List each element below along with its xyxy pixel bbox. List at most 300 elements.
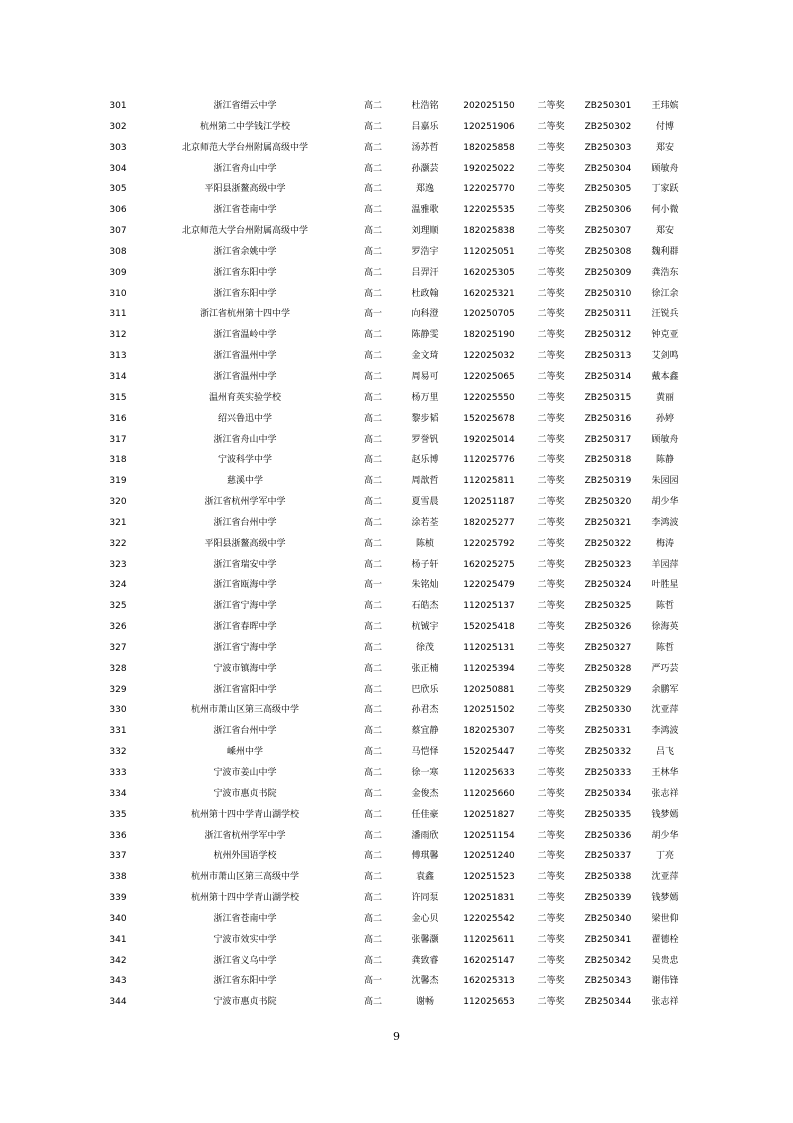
table-row xyxy=(0,179,793,200)
school-name: 慈溪中学 xyxy=(226,476,263,487)
teacher-name: 何小微 xyxy=(651,205,679,216)
teacher-name: 付博 xyxy=(655,121,674,132)
row-number: 309 xyxy=(109,267,127,278)
school-name: 温州育英实验学校 xyxy=(208,392,281,403)
student-name: 杜浩铭 xyxy=(411,101,439,111)
certificate-number: ZB250325 xyxy=(584,601,632,612)
student-name: 徐一寒 xyxy=(411,768,439,778)
student-id: 192025022 xyxy=(463,163,515,174)
grade: 高二 xyxy=(363,517,382,528)
table-row xyxy=(0,971,793,992)
school-name: 浙江省台州中学 xyxy=(213,726,277,737)
student-name: 石皓杰 xyxy=(411,601,439,612)
certificate-number: ZB250308 xyxy=(584,246,632,257)
school-name: 浙江省东阳中学 xyxy=(213,976,277,987)
teacher-name: 梅涛 xyxy=(655,538,674,549)
student-name: 任佳豪 xyxy=(411,809,439,820)
row-number: 322 xyxy=(109,538,127,549)
certificate-number: ZB250341 xyxy=(584,934,632,945)
certificate-number: ZB250307 xyxy=(584,226,632,237)
teacher-name: 沈亚萍 xyxy=(651,872,679,883)
school-name: 杭州第二中学钱江学校 xyxy=(199,121,290,132)
school-name: 绍兴鲁迅中学 xyxy=(217,413,272,424)
teacher-name: 丁亮 xyxy=(655,851,674,862)
award-level: 二等奖 xyxy=(537,205,565,216)
table-row xyxy=(0,346,793,367)
school-name: 杭州外国语学校 xyxy=(213,851,277,862)
certificate-number: ZB250331 xyxy=(584,726,632,737)
row-number: 320 xyxy=(109,497,127,508)
award-level: 二等奖 xyxy=(537,851,565,862)
row-number: 324 xyxy=(109,580,127,591)
teacher-name: 郑安 xyxy=(655,226,674,237)
row-number: 302 xyxy=(109,121,127,132)
row-number: 312 xyxy=(109,330,127,341)
student-name: 蔡宜静 xyxy=(411,726,439,737)
student-id: 162025147 xyxy=(463,955,515,966)
award-level: 二等奖 xyxy=(537,142,565,153)
student-name: 孙君杰 xyxy=(411,705,439,716)
certificate-number: ZB250327 xyxy=(584,642,632,653)
row-number: 319 xyxy=(109,476,127,487)
award-level: 二等奖 xyxy=(537,163,565,174)
student-name: 夏雪晨 xyxy=(411,497,439,508)
student-id: 112025611 xyxy=(463,934,515,945)
student-id: 182025190 xyxy=(463,330,515,341)
grade: 高二 xyxy=(363,330,382,341)
table-row xyxy=(0,409,793,430)
teacher-name: 翟德栓 xyxy=(651,934,679,945)
certificate-number: ZB250315 xyxy=(584,392,632,403)
school-name: 浙江省春晖中学 xyxy=(213,622,277,633)
student-id: 120250705 xyxy=(463,309,515,320)
row-number: 337 xyxy=(109,851,127,862)
row-number: 321 xyxy=(109,517,127,528)
grade: 高二 xyxy=(363,622,382,633)
row-number: 336 xyxy=(109,830,127,841)
student-name: 金俊杰 xyxy=(411,788,439,799)
row-number: 323 xyxy=(109,559,127,570)
grade: 高二 xyxy=(363,476,382,487)
grade: 高二 xyxy=(363,913,382,924)
row-number: 301 xyxy=(109,101,127,111)
grade: 高二 xyxy=(363,601,382,612)
teacher-name: 吴贵忠 xyxy=(651,955,679,966)
award-level: 二等奖 xyxy=(537,476,565,487)
student-name: 汤苏哲 xyxy=(411,142,439,153)
table-row xyxy=(0,242,793,263)
row-number: 327 xyxy=(109,642,127,653)
grade: 高二 xyxy=(363,267,382,278)
grade: 高二 xyxy=(363,288,382,299)
award-level: 二等奖 xyxy=(537,934,565,945)
student-name: 潘雨欣 xyxy=(411,830,439,841)
student-id: 120251240 xyxy=(463,851,515,862)
student-name: 刘理顺 xyxy=(411,226,439,237)
table-row xyxy=(0,888,793,909)
row-number: 329 xyxy=(109,684,127,695)
student-id: 182025838 xyxy=(463,226,515,237)
teacher-name: 顾敏舟 xyxy=(651,163,679,174)
student-id: 122025770 xyxy=(463,184,515,195)
certificate-number: ZB250344 xyxy=(584,997,632,1008)
table-row xyxy=(0,867,793,888)
certificate-number: ZB250305 xyxy=(584,184,632,195)
teacher-name: 李鸿波 xyxy=(651,726,679,737)
row-number: 344 xyxy=(109,997,127,1008)
table-row xyxy=(0,367,793,388)
teacher-name: 徐江余 xyxy=(651,288,679,299)
student-name: 傅琪馨 xyxy=(411,851,439,862)
row-number: 338 xyxy=(109,872,127,883)
school-name: 杭州第十四中学青山湖学校 xyxy=(190,893,299,904)
grade: 高二 xyxy=(363,559,382,570)
student-id: 122025032 xyxy=(463,351,515,362)
grade: 高二 xyxy=(363,101,382,111)
award-level: 二等奖 xyxy=(537,330,565,341)
certificate-number: ZB250340 xyxy=(584,913,632,924)
grade: 高二 xyxy=(363,705,382,716)
grade: 高二 xyxy=(363,226,382,237)
certificate-number: ZB250312 xyxy=(584,330,632,341)
grade: 高二 xyxy=(363,163,382,174)
school-name: 浙江省温岭中学 xyxy=(213,330,277,341)
student-id: 120251906 xyxy=(463,121,515,132)
teacher-name: 吕飞 xyxy=(655,747,674,758)
school-name: 浙江省缙云中学 xyxy=(213,101,277,111)
teacher-name: 黄丽 xyxy=(655,392,674,403)
table-row xyxy=(0,534,793,555)
certificate-number: ZB250311 xyxy=(584,309,632,320)
student-name: 徐茂 xyxy=(415,642,434,653)
row-number: 342 xyxy=(109,955,127,966)
grade: 高一 xyxy=(363,309,382,320)
grade: 高二 xyxy=(363,184,382,195)
student-id: 112025137 xyxy=(463,601,515,612)
school-name: 宁波市镇海中学 xyxy=(213,663,277,674)
certificate-number: ZB250321 xyxy=(584,517,632,528)
student-id: 112025394 xyxy=(463,663,515,674)
award-level: 二等奖 xyxy=(537,622,565,633)
table-row xyxy=(0,430,793,451)
row-number: 308 xyxy=(109,246,127,257)
grade: 高二 xyxy=(363,642,382,653)
student-name: 杨万里 xyxy=(411,392,439,403)
student-id: 120251502 xyxy=(463,705,515,716)
award-level: 二等奖 xyxy=(537,101,565,111)
table-row xyxy=(0,575,793,596)
student-name: 黎步韬 xyxy=(411,413,439,424)
grade: 高二 xyxy=(363,392,382,403)
award-level: 二等奖 xyxy=(537,246,565,257)
student-name: 周歆哲 xyxy=(411,476,439,487)
student-name: 杨子轩 xyxy=(411,559,439,570)
table-row xyxy=(0,742,793,763)
table-row xyxy=(0,617,793,638)
table-row xyxy=(0,263,793,284)
school-name: 浙江省舟山中学 xyxy=(213,163,277,174)
certificate-number: ZB250310 xyxy=(584,288,632,299)
school-name: 平阳县浙鳌高级中学 xyxy=(204,184,286,195)
school-name: 杭州市萧山区第三高级中学 xyxy=(190,872,299,883)
school-name: 浙江省温州中学 xyxy=(213,351,277,362)
grade: 高二 xyxy=(363,851,382,862)
school-name: 浙江省温州中学 xyxy=(213,371,277,382)
student-name: 孙灏芸 xyxy=(411,163,439,174)
teacher-name: 陈静 xyxy=(655,455,674,466)
teacher-name: 谢伟锋 xyxy=(651,976,679,987)
student-id: 120251523 xyxy=(463,872,515,883)
award-level: 二等奖 xyxy=(537,872,565,883)
school-name: 浙江省瑞安中学 xyxy=(213,559,277,570)
award-level: 二等奖 xyxy=(537,267,565,278)
grade: 高二 xyxy=(363,934,382,945)
student-id: 112025051 xyxy=(463,246,515,257)
student-id: 162025321 xyxy=(463,288,515,299)
award-level: 二等奖 xyxy=(537,747,565,758)
student-id: 202025150 xyxy=(463,101,515,111)
student-name: 吕嘉乐 xyxy=(411,121,439,132)
award-level: 二等奖 xyxy=(537,809,565,820)
student-name: 金文琦 xyxy=(411,351,439,362)
award-level: 二等奖 xyxy=(537,226,565,237)
student-name: 郑逸 xyxy=(415,184,434,195)
row-number: 313 xyxy=(109,351,127,362)
student-id: 182025307 xyxy=(463,726,515,737)
table-row xyxy=(0,304,793,325)
award-level: 二等奖 xyxy=(537,538,565,549)
student-id: 122025065 xyxy=(463,371,515,382)
award-level: 二等奖 xyxy=(537,997,565,1008)
row-number: 326 xyxy=(109,622,127,633)
student-id: 120251187 xyxy=(463,497,515,508)
table-row xyxy=(0,680,793,701)
student-name: 陈静雯 xyxy=(411,330,439,341)
row-number: 316 xyxy=(109,413,127,424)
row-number: 332 xyxy=(109,747,127,758)
award-level: 二等奖 xyxy=(537,663,565,674)
student-id: 162025275 xyxy=(463,559,515,570)
award-level: 二等奖 xyxy=(537,705,565,716)
student-id: 112025776 xyxy=(463,455,515,466)
student-name: 沈馨杰 xyxy=(411,976,439,987)
teacher-name: 孙婷 xyxy=(655,413,674,424)
award-level: 二等奖 xyxy=(537,517,565,528)
certificate-number: ZB250334 xyxy=(584,788,632,799)
certificate-number: ZB250318 xyxy=(584,455,632,466)
table-row xyxy=(0,596,793,617)
row-number: 328 xyxy=(109,663,127,674)
school-name: 平阳县浙鳌高级中学 xyxy=(204,538,286,549)
student-id: 162025305 xyxy=(463,267,515,278)
student-name: 朱铭灿 xyxy=(411,580,439,591)
student-name: 罗浩宇 xyxy=(411,246,439,257)
teacher-name: 丁家跃 xyxy=(651,184,679,195)
award-level: 二等奖 xyxy=(537,559,565,570)
student-name: 周易可 xyxy=(411,371,439,382)
grade: 高二 xyxy=(363,455,382,466)
table-row xyxy=(0,325,793,346)
grade: 高二 xyxy=(363,246,382,257)
teacher-name: 王玮嫔 xyxy=(651,101,679,111)
school-name: 浙江省宁海中学 xyxy=(213,642,277,653)
teacher-name: 余鹏军 xyxy=(651,684,679,695)
certificate-number: ZB250301 xyxy=(584,101,632,111)
row-number: 330 xyxy=(109,705,127,716)
school-name: 杭州第十四中学青山湖学校 xyxy=(190,809,299,820)
row-number: 317 xyxy=(109,434,127,445)
school-name: 杭州市萧山区第三高级中学 xyxy=(190,705,299,716)
row-number: 314 xyxy=(109,371,127,382)
teacher-name: 严巧芸 xyxy=(651,663,679,674)
table-row xyxy=(0,200,793,221)
student-id: 112025633 xyxy=(463,768,515,778)
school-name: 宁波市效实中学 xyxy=(213,934,277,945)
certificate-number: ZB250317 xyxy=(584,434,632,445)
teacher-name: 艾剑鸣 xyxy=(651,351,679,362)
row-number: 335 xyxy=(109,809,127,820)
teacher-name: 胡少华 xyxy=(651,497,679,508)
certificate-number: ZB250337 xyxy=(584,851,632,862)
student-id: 152025678 xyxy=(463,413,515,424)
student-name: 赵乐博 xyxy=(411,455,439,466)
award-level: 二等奖 xyxy=(537,413,565,424)
school-name: 浙江省舟山中学 xyxy=(213,434,277,445)
row-number: 339 xyxy=(109,893,127,904)
student-name: 向科澄 xyxy=(411,309,439,320)
student-id: 112025131 xyxy=(463,642,515,653)
teacher-name: 王林华 xyxy=(651,768,679,778)
certificate-number: ZB250302 xyxy=(584,121,632,132)
school-name: 浙江省义乌中学 xyxy=(213,955,277,966)
student-name: 吕羿汗 xyxy=(411,267,439,278)
grade: 高二 xyxy=(363,205,382,216)
certificate-number: ZB250324 xyxy=(584,580,632,591)
teacher-name: 钱梦嫣 xyxy=(651,809,679,820)
grade: 高一 xyxy=(363,580,382,591)
award-level: 二等奖 xyxy=(537,913,565,924)
teacher-name: 张志祥 xyxy=(651,997,679,1008)
row-number: 340 xyxy=(109,913,127,924)
certificate-number: ZB250326 xyxy=(584,622,632,633)
student-id: 120251154 xyxy=(463,830,515,841)
school-name: 浙江省余姚中学 xyxy=(213,246,277,257)
certificate-number: ZB250333 xyxy=(584,768,632,778)
teacher-name: 梁世仰 xyxy=(651,913,679,924)
grade: 高二 xyxy=(363,768,382,778)
table-row xyxy=(0,388,793,409)
grade: 高二 xyxy=(363,538,382,549)
certificate-number: ZB250342 xyxy=(584,955,632,966)
table-row xyxy=(0,846,793,867)
certificate-number: ZB250328 xyxy=(584,663,632,674)
table-row xyxy=(0,951,793,972)
row-number: 325 xyxy=(109,601,127,612)
student-id: 112025660 xyxy=(463,788,515,799)
teacher-name: 陈哲 xyxy=(655,642,674,653)
award-level: 二等奖 xyxy=(537,768,565,778)
grade: 高二 xyxy=(363,955,382,966)
certificate-number: ZB250332 xyxy=(584,747,632,758)
certificate-number: ZB250309 xyxy=(584,267,632,278)
row-number: 311 xyxy=(109,309,127,320)
school-name: 浙江省瓯海中学 xyxy=(213,580,277,591)
table-row xyxy=(0,284,793,305)
award-level: 二等奖 xyxy=(537,684,565,695)
table-row xyxy=(0,450,793,471)
grade: 高二 xyxy=(363,413,382,424)
award-level: 二等奖 xyxy=(537,830,565,841)
grade: 高二 xyxy=(363,351,382,362)
award-level: 二等奖 xyxy=(537,371,565,382)
teacher-name: 沈亚萍 xyxy=(651,705,679,716)
school-name: 北京师范大学台州附属高级中学 xyxy=(181,142,308,153)
school-name: 浙江省富阳中学 xyxy=(213,684,277,695)
teacher-name: 胡少华 xyxy=(651,830,679,841)
certificate-number: ZB250343 xyxy=(584,976,632,987)
certificate-number: ZB250330 xyxy=(584,705,632,716)
table-row xyxy=(0,159,793,180)
certificate-number: ZB250320 xyxy=(584,497,632,508)
award-level: 二等奖 xyxy=(537,893,565,904)
grade: 高二 xyxy=(363,121,382,132)
school-name: 浙江省宁海中学 xyxy=(213,601,277,612)
award-level: 二等奖 xyxy=(537,309,565,320)
certificate-number: ZB250316 xyxy=(584,413,632,424)
student-id: 122025792 xyxy=(463,538,515,549)
teacher-name: 徐海英 xyxy=(651,622,679,633)
award-level: 二等奖 xyxy=(537,288,565,299)
grade: 高二 xyxy=(363,788,382,799)
certificate-number: ZB250303 xyxy=(584,142,632,153)
table-row xyxy=(0,700,793,721)
grade: 高二 xyxy=(363,830,382,841)
award-level: 二等奖 xyxy=(537,184,565,195)
student-name: 罗誉钒 xyxy=(411,434,439,445)
row-number: 307 xyxy=(109,226,127,237)
grade: 高二 xyxy=(363,142,382,153)
row-number: 341 xyxy=(109,934,127,945)
row-number: 305 xyxy=(109,184,127,195)
table-row xyxy=(0,763,793,784)
student-name: 陈桢 xyxy=(415,538,434,549)
student-name: 温雅歌 xyxy=(411,205,439,216)
grade: 高二 xyxy=(363,809,382,820)
teacher-name: 张志祥 xyxy=(651,788,679,799)
award-level: 二等奖 xyxy=(537,642,565,653)
teacher-name: 羊园萍 xyxy=(651,559,679,570)
student-id: 152025418 xyxy=(463,622,515,633)
student-id: 120251831 xyxy=(463,893,515,904)
row-number: 306 xyxy=(109,205,127,216)
school-name: 浙江省东阳中学 xyxy=(213,267,277,278)
certificate-number: ZB250336 xyxy=(584,830,632,841)
teacher-name: 汪锐兵 xyxy=(651,309,679,320)
table-row xyxy=(0,721,793,742)
student-name: 许同泵 xyxy=(411,893,439,904)
grade: 高二 xyxy=(363,684,382,695)
grade: 高二 xyxy=(363,872,382,883)
grade: 高二 xyxy=(363,497,382,508)
teacher-name: 陈哲 xyxy=(655,601,674,612)
student-id: 120251827 xyxy=(463,809,515,820)
student-id: 182025277 xyxy=(463,517,515,528)
certificate-number: ZB250306 xyxy=(584,205,632,216)
student-id: 122025550 xyxy=(463,392,515,403)
school-name: 北京师范大学台州附属高级中学 xyxy=(181,226,308,237)
table-row xyxy=(0,638,793,659)
award-level: 二等奖 xyxy=(537,434,565,445)
